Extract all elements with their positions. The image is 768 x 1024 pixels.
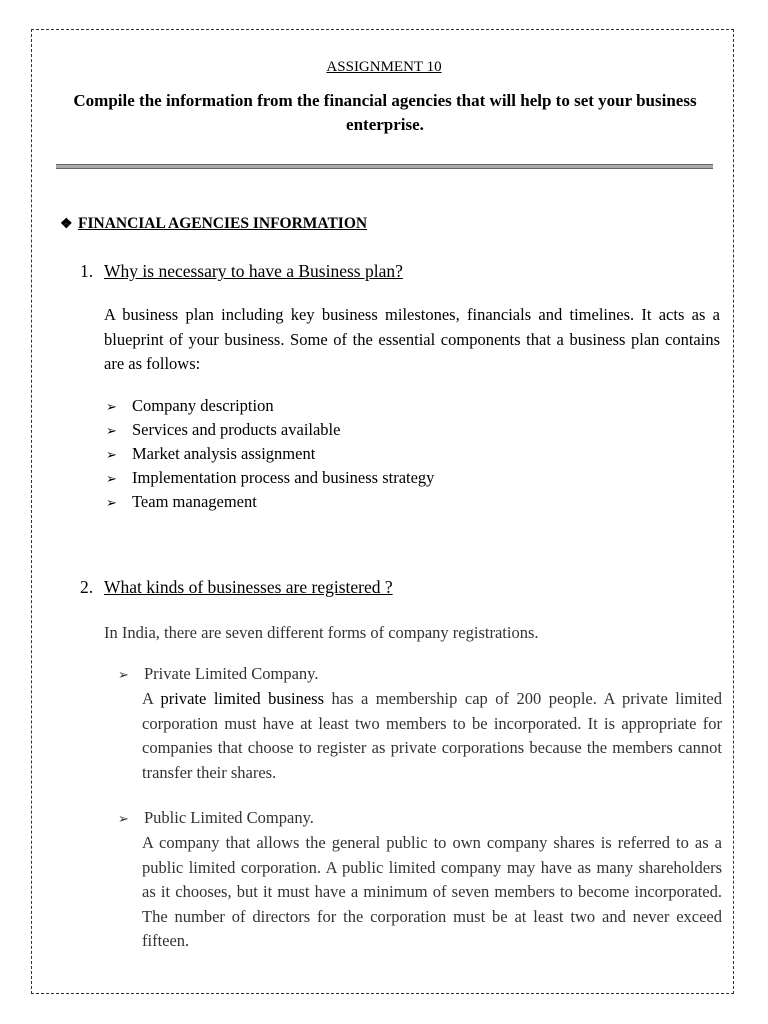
question-2-intro: In India, there are seven different forms of company registrations.: [104, 623, 539, 642]
arrow-bullet-icon: ➢: [118, 667, 129, 682]
question-1-text: Why is necessary to have a Business plan?: [104, 261, 403, 281]
company-type-body: [142, 687, 722, 785]
question-1-paragraph: A business plan including key business milestones, financials and timelines. It acts as a blueprint of your business. Some of the essential components that a business plan contains are as follows:: [104, 305, 720, 373]
arrow-bullet-icon: ➢: [106, 447, 117, 462]
question-2-number: 2.: [80, 577, 94, 597]
company-type-body: A company that allows the general public to own company shares is referred to as a public limited corporation. A public limited company may have as many shareholders as it chooses, but it must have a minimum of seven members to become incorporated. The number of directors for the corporation must be at least two and never exceed fifteen.: [142, 833, 722, 950]
horizontal-rule: [56, 164, 713, 169]
list-item: [106, 466, 434, 490]
arrow-bullet-icon: ➢: [118, 811, 129, 826]
list-item: [106, 442, 434, 466]
company-type-public: [118, 806, 722, 954]
body-rest: has a membership cap of 200 people. A private limited corporation must have at least two members to be incorporated. It is appropriate for companies that choose to register as private corporations because the members cannot transfer their shares.: [142, 689, 723, 782]
section-heading-text: FINANCIAL AGENCIES INFORMATION: [78, 215, 368, 232]
question-1: [80, 261, 403, 282]
company-type-heading: [118, 662, 722, 687]
list-item: [106, 418, 434, 442]
list-item-text: Services and products available: [132, 420, 341, 439]
company-type-title: Private Limited Company.: [144, 664, 319, 683]
components-list: [106, 394, 434, 514]
question-2-text: What kinds of businesses are registered ?: [104, 577, 393, 597]
company-type-private: [118, 662, 722, 785]
list-item: [106, 394, 434, 418]
arrow-bullet-icon: ➢: [106, 471, 117, 486]
arrow-bullet-icon: ➢: [106, 423, 117, 438]
assignment-subtitle: Compile the information from the financial agencies that will help to set your business enterprise.: [73, 91, 697, 134]
body-prefix: A: [142, 689, 161, 708]
section-heading: [60, 215, 367, 233]
assignment-title: ASSIGNMENT 10: [326, 59, 442, 75]
question-2: [80, 577, 393, 598]
diamond-bullet-icon: ❖: [60, 217, 73, 232]
list-item: [106, 490, 434, 514]
body-bold: private limited business: [160, 689, 324, 708]
arrow-bullet-icon: ➢: [106, 495, 117, 510]
list-item-text: Market analysis assignment: [132, 444, 316, 463]
arrow-bullet-icon: ➢: [106, 399, 117, 414]
company-type-heading: [118, 806, 722, 831]
list-item-text: Company description: [132, 396, 274, 415]
list-item-text: Implementation process and business strategy: [132, 468, 435, 487]
question-1-number: 1.: [80, 261, 94, 281]
list-item-text: Team management: [132, 492, 257, 511]
company-type-title: Public Limited Company.: [144, 808, 314, 827]
